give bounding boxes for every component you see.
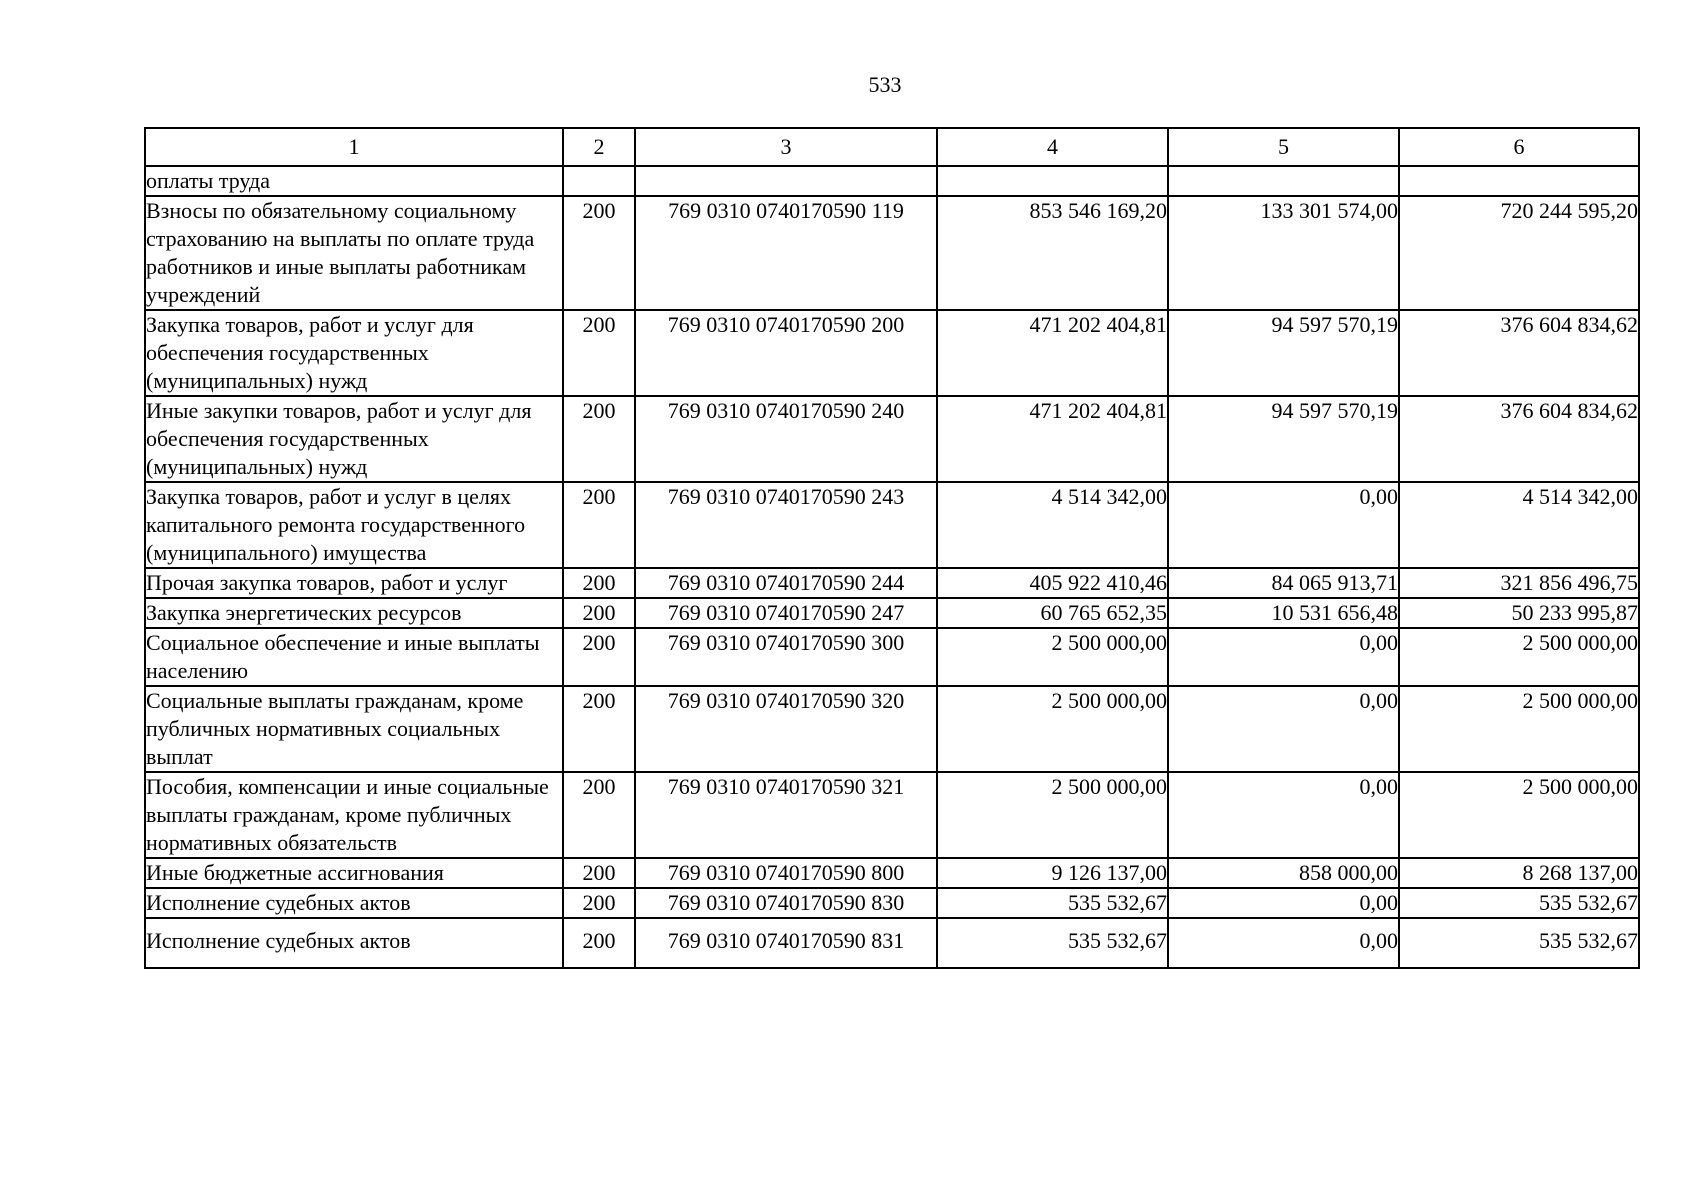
row-code: 769 0310 0740170590 321 (635, 772, 937, 858)
row-col2: 200 (563, 686, 635, 772)
header-col-2: 2 (563, 128, 635, 166)
row-name: Социальные выплаты гражданам, кроме публичных нормативных социальных выплат (145, 686, 563, 772)
row-name: Пособия, компенсации и иные социальные выплаты гражданам, кроме публичных нормативных обязательств (145, 772, 563, 858)
row-code: 769 0310 0740170590 800 (635, 858, 937, 888)
table-row (145, 686, 1639, 772)
row-col2: 200 (563, 568, 635, 598)
row-name: Исполнение судебных актов (145, 918, 563, 968)
row-value-5: 94 597 570,19 (1168, 310, 1399, 396)
row-value-6: 8 268 137,00 (1399, 858, 1639, 888)
row-value-4: 853 546 169,20 (937, 196, 1168, 310)
row-name: Иные закупки товаров, работ и услуг для обеспечения государственных (муниципальных) нужд (145, 396, 563, 482)
row-value-5: 10 531 656,48 (1168, 598, 1399, 628)
row-col2: 200 (563, 918, 635, 968)
row-col2: 200 (563, 858, 635, 888)
row-value-4: 9 126 137,00 (937, 858, 1168, 888)
row-col2: 200 (563, 310, 635, 396)
row-value-5: 0,00 (1168, 686, 1399, 772)
row-name: Закупка товаров, работ и услуг в целях капитального ремонта государственного (муниципального) имущества (145, 482, 563, 568)
row-col2: 200 (563, 482, 635, 568)
page-number: 533 (868, 72, 902, 97)
row-value-4: 4 514 342,00 (937, 482, 1168, 568)
row-code: 769 0310 0740170590 247 (635, 598, 937, 628)
row-code: 769 0310 0740170590 320 (635, 686, 937, 772)
row-value-6: 2 500 000,00 (1399, 686, 1639, 772)
table-row (145, 310, 1639, 396)
row-value-5: 84 065 913,71 (1168, 568, 1399, 598)
table-row (145, 888, 1639, 918)
row-col2: 200 (563, 628, 635, 686)
row-value-6: 2 500 000,00 (1399, 772, 1639, 858)
header-col-6: 6 (1399, 128, 1639, 166)
row-value-4: 60 765 652,35 (937, 598, 1168, 628)
row-code: 769 0310 0740170590 244 (635, 568, 937, 598)
table-row (145, 396, 1639, 482)
table-row (145, 166, 1639, 196)
row-name: Иные бюджетные ассигнования (145, 858, 563, 888)
row-value-6: 50 233 995,87 (1399, 598, 1639, 628)
table-row (145, 568, 1639, 598)
header-col-1: 1 (145, 128, 563, 166)
row-value-4: 535 532,67 (937, 888, 1168, 918)
header-col-4: 4 (937, 128, 1168, 166)
row-value-5: 858 000,00 (1168, 858, 1399, 888)
table-row (145, 858, 1639, 888)
row-value-4 (937, 166, 1168, 196)
row-code: 769 0310 0740170590 831 (635, 918, 937, 968)
row-value-4: 405 922 410,46 (937, 568, 1168, 598)
table-row (145, 918, 1639, 968)
row-col2: 200 (563, 196, 635, 310)
row-name: Исполнение судебных актов (145, 888, 563, 918)
row-code: 769 0310 0740170590 243 (635, 482, 937, 568)
row-value-4: 471 202 404,81 (937, 396, 1168, 482)
row-name: Закупка энергетических ресурсов (145, 598, 563, 628)
row-value-6: 720 244 595,20 (1399, 196, 1639, 310)
header-col-3: 3 (635, 128, 937, 166)
row-code: 769 0310 0740170590 830 (635, 888, 937, 918)
row-value-6: 2 500 000,00 (1399, 628, 1639, 686)
row-value-6: 4 514 342,00 (1399, 482, 1639, 568)
row-value-5: 0,00 (1168, 918, 1399, 968)
row-value-5: 0,00 (1168, 772, 1399, 858)
row-col2: 200 (563, 888, 635, 918)
row-value-6 (1399, 166, 1639, 196)
row-name: Социальное обеспечение и иные выплаты населению (145, 628, 563, 686)
row-col2: 200 (563, 396, 635, 482)
row-name: Взносы по обязательному социальному страхованию на выплаты по оплате труда работников и иные выплаты работникам учреждений (145, 196, 563, 310)
row-value-6: 321 856 496,75 (1399, 568, 1639, 598)
row-value-5: 0,00 (1168, 628, 1399, 686)
row-value-4: 2 500 000,00 (937, 686, 1168, 772)
budget-table (144, 127, 1640, 969)
row-value-6: 376 604 834,62 (1399, 310, 1639, 396)
row-code: 769 0310 0740170590 300 (635, 628, 937, 686)
row-col2 (563, 166, 635, 196)
table-row (145, 598, 1639, 628)
row-code: 769 0310 0740170590 119 (635, 196, 937, 310)
table-row (145, 628, 1639, 686)
row-value-5: 133 301 574,00 (1168, 196, 1399, 310)
row-value-5: 0,00 (1168, 888, 1399, 918)
table-row (145, 772, 1639, 858)
row-code: 769 0310 0740170590 240 (635, 396, 937, 482)
row-value-4: 535 532,67 (937, 918, 1168, 968)
table-row (145, 196, 1639, 310)
row-value-5 (1168, 166, 1399, 196)
row-value-5: 0,00 (1168, 482, 1399, 568)
row-col2: 200 (563, 772, 635, 858)
row-name: Закупка товаров, работ и услуг для обеспечения государственных (муниципальных) нужд (145, 310, 563, 396)
row-value-6: 535 532,67 (1399, 918, 1639, 968)
row-col2: 200 (563, 598, 635, 628)
row-value-6: 376 604 834,62 (1399, 396, 1639, 482)
row-value-5: 94 597 570,19 (1168, 396, 1399, 482)
row-code (635, 166, 937, 196)
table-row (145, 482, 1639, 568)
header-col-5: 5 (1168, 128, 1399, 166)
row-value-4: 2 500 000,00 (937, 628, 1168, 686)
row-value-4: 471 202 404,81 (937, 310, 1168, 396)
row-value-6: 535 532,67 (1399, 888, 1639, 918)
row-code: 769 0310 0740170590 200 (635, 310, 937, 396)
header-row (145, 128, 1639, 166)
row-value-4: 2 500 000,00 (937, 772, 1168, 858)
row-name: оплаты труда (145, 166, 563, 196)
row-name: Прочая закупка товаров, работ и услуг (145, 568, 563, 598)
